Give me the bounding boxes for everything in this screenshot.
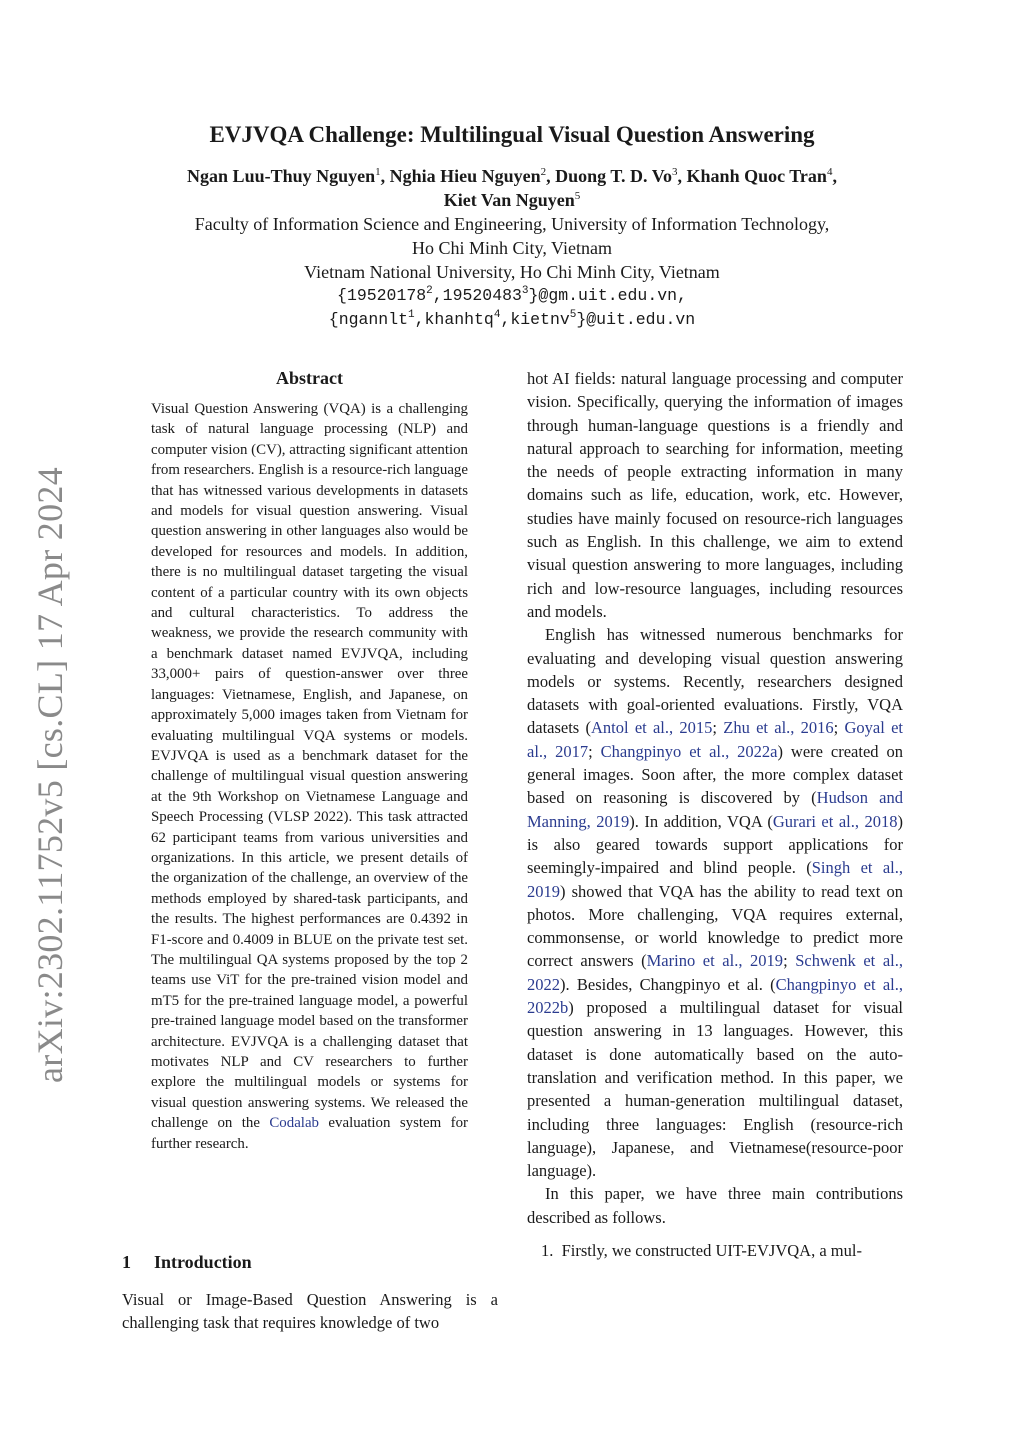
author-name: Nghia Hieu Nguyen: [389, 166, 541, 186]
author-sup: 3: [672, 166, 678, 178]
citation-link[interactable]: Singh et al., 2019: [527, 858, 903, 901]
section-heading: 1 Introduction: [122, 1252, 252, 1272]
contribution-list-item: 1. Firstly, we constructed UIT-EVJVQA, a mul-: [541, 1240, 862, 1260]
abstract-section: [151, 367, 468, 1154]
arxiv-id: arXiv:2302.11752v5 [cs.CL] 17 Apr 2024: [30, 467, 70, 1083]
email-line: {19520178$^2$,19520483$^3$}@gm.uit.edu.vn,: [337, 285, 687, 305]
paper-title: EVJVQA Challenge: Multilingual Visual Question Answering: [209, 122, 815, 147]
affiliation-line: Ho Chi Minh City, Vietnam: [412, 238, 612, 258]
citation-link[interactable]: Goyal et al., 2017: [527, 718, 903, 761]
codalab-link[interactable]: Codalab: [269, 1115, 319, 1132]
author-list: Ngan Luu-Thuy Nguyen$^1$, Nghia Hieu Nguyen$^2$, Duong T. D. Vo$^3$, Khanh Quoc Tran$^4$, Kiet Van Nguyen$^5$: [187, 166, 837, 210]
citation-link[interactable]: Gurari et al., 2018: [772, 811, 898, 831]
author-name: Ngan Luu-Thuy Nguyen: [187, 166, 376, 186]
author-sup: 4: [826, 166, 833, 178]
introduction-section: [122, 1250, 498, 1335]
abstract-text: Visual Question Answering (VQA) is a challenging task of natural language processing (NLP) and computer vision (CV), attracting significant attention from researchers. English is a resource-rich language that has witnessed various developments in datasets and models for visual question answering. Visual question answering in other languages also would be developed for resources and models. In addition, there is no multilingual dataset targeting the visual content of a particular country with its own objects and cultural characteristics. To address the weakness, we provide the research community with a benchmark dataset named EVJVQA, including 33,000+ pairs of question-answer over three languages: Vietnamese, English, and Japanese, on approximately 5,000 images taken from Vietnam for evaluating multilingual VQA systems or models. EVJVQA is used as a benchmark dataset for the challenge of multilingual visual question answering at the 9th Workshop on Vietnamese Language and Speech Processing (VLSP 2022). This task attracted 62 participant teams from various universities and organizations. In this article, we present details of the organization of the challenge, an overview of the methods employed by shared-task participants, and the results. The highest performances are 0.4392 in F1-score and 0.4009 in BLUE on the private test set. The multilingual QA systems proposed by the top 2 teams use ViT for the pre-trained vision model and mT5 for the pre-trained language model, a powerful pre-trained language model based on the transformer architecture. EVJVQA is a challenging dataset that motivates NLP and CV researchers to further explore the multilingual models or systems for visual question answering systems. We released the challenge on the Codalab evaluation system for further research.: [151, 401, 468, 1152]
author-sup: 2: [540, 166, 547, 178]
citation-link[interactable]: Changpinyo et al., 2022b: [527, 974, 903, 1018]
author-name: Khanh Quoc Tran: [686, 166, 827, 186]
author-sup: 5: [574, 190, 581, 202]
citation-link[interactable]: Zhu et al., 2016: [723, 718, 834, 738]
citation-link[interactable]: Antol et al., 2015: [590, 718, 713, 738]
citation-link[interactable]: Changpinyo et al., 2022a: [600, 741, 778, 761]
abstract-heading: Abstract: [276, 368, 343, 388]
citation-link[interactable]: Marino et al., 2019: [646, 951, 784, 971]
intro-paragraph: hot AI fields: natural language processing and computer vision. Specifically, querying the information of images through human-language questions is a friendly and natural approach to searching for information, meeting the needs of people extracting information in many domains such as life, education, work, etc. However, studies have mainly focused on resource-rich languages such as English. In this challenge, we aim to extend visual question answering to more languages, including rich and low-resource languages, including resources and models.: [527, 369, 903, 621]
citation-link[interactable]: Hudson and Manning, 2019: [527, 788, 903, 831]
email-line: {ngannlt$^1$,khanhtq$^4$,kietnv$^5$}@uit.edu.vn: [328, 309, 696, 329]
author-name: Kiet Van Nguyen: [443, 190, 575, 210]
citation-link[interactable]: Schwenk et al., 2022: [527, 951, 903, 994]
author-name: Duong T. D. Vo: [555, 166, 673, 186]
author-sup: 1: [375, 166, 381, 178]
affiliation-line: Vietnam National University, Ho Chi Minh City, Vietnam: [304, 262, 720, 282]
intro-paragraph: English has witnessed numerous benchmarks for evaluating and developing visual question answering models or systems. Recently, researchers designed datasets with goal-oriented evaluations. Firstly, VQA datasets (Antol et al., 2015; Zhu et al., 2016; Goyal et al., 2017; Changpinyo et al., 2022a) were created on general images. Soon after, the more complex dataset based on reasoning is discovered by (Hudson and Manning, 2019). In addition, VQA (Gurari et al., 2018) is also geared towards support applications for seemingly-impaired and blind people. (Singh et al., 2019) showed that VQA has the ability to read text on photos. More challenging, VQA requires external, commonsense, or world knowledge to predict more correct answers (Marino et al., 2019; Schwenk et al., 2022). Besides, Changpinyo et al. (Changpinyo et al., 2022b) proposed a multilingual dataset for visual question answering in 13 languages. However, this dataset is done automatically based on the auto-translation and verification method. In this paper, we presented a human-generation multilingual dataset, including three languages: English (resource-rich language), Japanese, and Vietnamese(resource-poor language).: [527, 625, 903, 1181]
paper-header: [110, 118, 914, 332]
intro-paragraph: In this paper, we have three main contributions described as follows.: [527, 1184, 903, 1227]
intro-paragraph-left: Visual or Image-Based Question Answering is a challenging task that requires knowledge of two: [122, 1290, 498, 1333]
affiliation-line: Faculty of Information Science and Engineering, University of Information Technology,: [194, 214, 830, 234]
arxiv-stamp: [20, 455, 80, 1095]
right-column: [527, 367, 903, 1262]
